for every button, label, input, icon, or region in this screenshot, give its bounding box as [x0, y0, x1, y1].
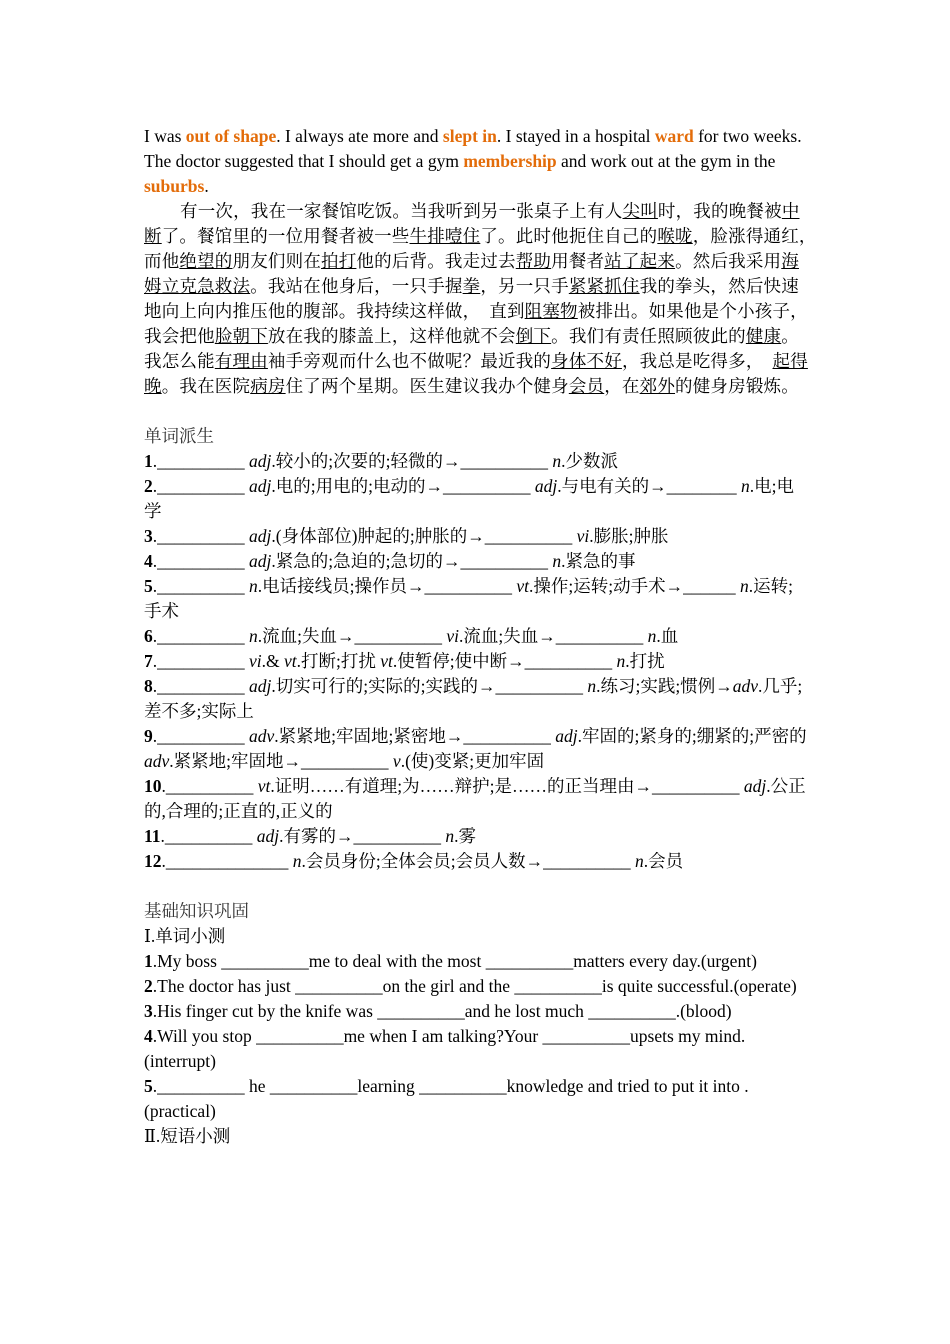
item-number: 7 — [144, 651, 153, 671]
part-of-speech: n — [249, 626, 258, 646]
item-text: .__________ — [152, 651, 249, 671]
highlight-suburbs: suburbs — [144, 176, 205, 196]
item-text: .切实可行的;实际的;实践的→__________ — [271, 676, 588, 696]
highlight-slept-in: slept in — [442, 126, 497, 146]
item-text: .__________ — [152, 526, 249, 546]
underlined-phrase: 健康 — [745, 326, 782, 346]
derivation-item — [144, 824, 808, 849]
item-number: 3 — [144, 1001, 153, 1021]
part-of-speech: adv — [144, 751, 170, 771]
part-of-speech: adj — [256, 826, 280, 846]
item-number: 10 — [144, 776, 162, 796]
underlined-phrase: 海姆立克急救法 — [144, 251, 799, 296]
underlined-phrase: 郊外 — [639, 376, 676, 396]
item-text: .__________ — [160, 826, 257, 846]
translation-text: 放在我的膝盖上，这样他就不会 — [267, 326, 516, 346]
derivation-item — [144, 474, 808, 524]
part-of-speech: adj — [249, 676, 272, 696]
item-text: .血 — [656, 626, 679, 646]
word-quiz-list — [144, 949, 808, 1124]
translation-text: ，另一只手 — [480, 276, 569, 296]
part-of-speech: adj — [249, 476, 272, 496]
item-text: .(使)变紧;更加牢固 — [400, 751, 545, 771]
part-of-speech: vt — [516, 576, 530, 596]
item-text: .使暂停;使中断→__________ — [392, 651, 617, 671]
part-of-speech: n — [249, 576, 258, 596]
translation-text: 住了两个星期。医生建议我办个健身 — [285, 376, 569, 396]
part-of-speech: adj — [249, 526, 272, 546]
item-text: .几乎;差不多;实际上 — [144, 676, 803, 721]
derivation-item — [144, 449, 808, 474]
en-text-5: and work out at the gym in the — [556, 151, 776, 171]
item-number: 11 — [144, 826, 161, 846]
part-of-speech: n — [616, 651, 626, 671]
worksheet-page — [144, 124, 844, 1149]
item-text: .牢固的;紧身的;绷紧的;严密的 — [577, 726, 807, 746]
translation-text: 了。此时他扼住自己的 — [480, 226, 658, 246]
item-text: .流血;失血→__________ — [459, 626, 648, 646]
underlined-phrase: 倒下 — [515, 326, 552, 346]
highlight-out-of-shape: out of shape — [185, 126, 277, 146]
part-of-speech: v — [392, 751, 401, 771]
translation-text: ，脸涨得通红， 而他 — [144, 226, 844, 271]
translation-text: 。我在医院 — [161, 376, 251, 396]
part-of-speech: vt — [284, 651, 297, 671]
spacer — [144, 399, 808, 424]
part2-heading: Ⅱ.短语小测 — [144, 1126, 231, 1146]
underlined-phrase: 脸朝下 — [214, 326, 268, 346]
item-text: .膨胀;肿胀 — [589, 526, 669, 546]
item-text: .__________ — [152, 576, 249, 596]
translation-text: 我的拳头，然后快速地向上向内推压他的腹部。我持续这样做， 直到 — [144, 276, 799, 321]
underlined-phrase: 紧紧抓住 — [568, 276, 640, 296]
item-text: .会员身份;全体会员;会员人数→__________ — [301, 851, 635, 871]
part-of-speech: adj — [249, 451, 272, 471]
item-text: .会员 — [643, 851, 684, 871]
item-text: .__________ — [152, 726, 249, 746]
translation-text: 有一次，我在一家餐馆吃饭。当我听到另一张桌子上有人 — [180, 201, 623, 221]
item-number: 8 — [144, 676, 153, 696]
item-number: 1 — [144, 451, 153, 471]
translation-text: 的健身房锻炼。 — [675, 376, 799, 396]
part-of-speech: adj — [555, 726, 578, 746]
en-text-3: . I stayed in a hospital — [496, 126, 655, 146]
part-of-speech: adv — [249, 726, 275, 746]
item-number: 2 — [144, 976, 153, 996]
en-text-6: . — [204, 176, 209, 196]
item-text: .His finger cut by the knife was __________and he lost much __________.(blood) — [152, 1001, 732, 1021]
item-text: .& — [261, 651, 285, 671]
basics-section-title: 基础知识巩固 — [144, 901, 249, 921]
item-text: .__________ — [152, 626, 249, 646]
item-text: .证明……有道理;为……辩护;是……的正当理由→__________ — [270, 776, 744, 796]
item-number: 5 — [144, 1076, 153, 1096]
item-text: .与电有关的→________ — [557, 476, 741, 496]
translation-text: 朋友们则在 — [232, 251, 322, 271]
translation-text: 被排出。如果他是个小孩子，我会把他 — [144, 301, 808, 346]
underlined-phrase: 拍打 — [321, 251, 357, 271]
item-text: .(身体部位)肿起的;肿胀的→__________ — [271, 526, 577, 546]
item-number: 9 — [144, 726, 153, 746]
part-of-speech: vi — [446, 626, 460, 646]
quiz-item — [144, 974, 808, 999]
item-text: .Will you stop __________me when I am talking?Your __________upsets my mind.(interrupt) — [144, 1026, 746, 1071]
part-of-speech: n — [634, 851, 644, 871]
translation-text: 袖手旁观而什么也不做呢？最近我的 — [267, 351, 552, 371]
en-text-1: I was — [144, 126, 186, 146]
translation-text: 。我们有责任照顾彼此的 — [551, 326, 746, 346]
underlined-phrase: 帮助 — [515, 251, 552, 271]
translation-text: 。我站在他身后，一只手握 — [250, 276, 463, 296]
underlined-phrase: 中断 — [144, 201, 800, 246]
derivation-item — [144, 724, 808, 774]
quiz-item — [144, 1074, 808, 1124]
item-text: .__________ he __________learning __________knowledge and tried to put it into .(practical) — [144, 1076, 749, 1121]
underlined-phrase: 身体不好 — [551, 351, 622, 371]
item-text: .雾 — [454, 826, 477, 846]
part-of-speech: n — [740, 576, 749, 596]
item-number: 4 — [144, 1026, 153, 1046]
underlined-phrase: 喉咙 — [657, 226, 693, 246]
underlined-phrase: 会员 — [568, 376, 605, 396]
item-text: .__________ — [152, 451, 249, 471]
translation-text: 。我怎么能 — [144, 326, 799, 371]
item-text: .少数派 — [561, 451, 618, 471]
underlined-phrase: 拳 — [462, 276, 481, 296]
item-text: .较小的;次要的;轻微的→__________ — [271, 451, 553, 471]
item-text: .The doctor has just __________on the girl and the __________is quite successful.(operate) — [152, 976, 797, 996]
derivation-item — [144, 649, 808, 674]
english-paragraph — [144, 124, 808, 199]
item-number: 2 — [144, 476, 153, 496]
derivation-item — [144, 524, 808, 549]
item-text: .流血;失血→__________ — [257, 626, 447, 646]
translation-text: ，我总是吃得多， — [621, 351, 773, 371]
item-number: 4 — [144, 551, 153, 571]
item-text: .紧急的;急迫的;急切的→__________ — [271, 551, 553, 571]
part-of-speech: n — [552, 551, 562, 571]
part-of-speech: adj — [249, 551, 272, 571]
part-of-speech: n — [552, 451, 562, 471]
item-text: .运转;手术 — [144, 576, 793, 621]
item-text: .My boss __________me to deal with the most __________matters every day.(urgent) — [152, 951, 757, 971]
item-text: .打扰 — [625, 651, 665, 671]
derivation-item — [144, 549, 808, 574]
underlined-phrase: 站了起来 — [604, 251, 676, 271]
part-of-speech: vt — [380, 651, 393, 671]
item-text: .电的;用电的;电动的→__________ — [271, 476, 535, 496]
part-of-speech: vi — [249, 651, 262, 671]
translation-text: 用餐者 — [551, 251, 605, 271]
part-of-speech: n — [292, 851, 302, 871]
part-of-speech: vi — [576, 526, 590, 546]
part-of-speech: adj — [743, 776, 767, 796]
part-of-speech: n — [445, 826, 455, 846]
item-text: .有雾的→__________ — [279, 826, 446, 846]
item-number: 5 — [144, 576, 153, 596]
quiz-item — [144, 1024, 808, 1074]
highlight-ward: ward — [654, 126, 694, 146]
derivation-item — [144, 574, 808, 624]
derivation-item — [144, 624, 808, 649]
underlined-phrase: 病房 — [250, 376, 286, 396]
item-text: .电;电学 — [144, 476, 794, 521]
item-number: 3 — [144, 526, 153, 546]
en-text-4: for two weeks. The doctor suggested that I should get a gym — [144, 126, 802, 171]
highlight-membership: membership — [463, 151, 557, 171]
underlined-phrase: 尖叫 — [622, 201, 658, 221]
item-text: .操作;运转;动手术→______ — [529, 576, 740, 596]
part1-heading: Ⅰ.单词小测 — [144, 926, 226, 946]
item-text: .紧急的事 — [561, 551, 636, 571]
item-text: .紧紧地;牢固地;紧密地→__________ — [274, 726, 556, 746]
underlined-phrase: 绝望的 — [179, 251, 233, 271]
item-text: .电话接线员;操作员→__________ — [257, 576, 517, 596]
part-of-speech: n — [587, 676, 597, 696]
item-text: .练习;实践;惯例→ — [596, 676, 733, 696]
part-of-speech: n — [740, 476, 750, 496]
derivation-list — [144, 449, 808, 874]
derivation-item — [144, 674, 808, 724]
item-text: .__________ — [152, 676, 249, 696]
part-of-speech: adv — [732, 676, 758, 696]
chinese-translation-paragraph — [144, 199, 844, 399]
item-text: .______________ — [161, 851, 293, 871]
translation-text: ，在 — [604, 376, 640, 396]
spacer — [144, 874, 808, 899]
underlined-phrase: 有理由 — [214, 351, 268, 371]
item-text: .__________ — [161, 776, 258, 796]
item-number: 6 — [144, 626, 153, 646]
derivation-item — [144, 849, 808, 874]
translation-text: 了。餐馆里的一位用餐者被一些 — [161, 226, 410, 246]
item-number: 1 — [144, 951, 153, 971]
translation-text: 时，我的晚餐被 — [657, 201, 782, 221]
underlined-phrase: 起得晚 — [144, 351, 808, 396]
item-text: .__________ — [152, 476, 249, 496]
underlined-phrase: 牛排噎住 — [409, 226, 481, 246]
quiz-item — [144, 949, 808, 974]
part-of-speech: vt — [257, 776, 271, 796]
quiz-item — [144, 999, 808, 1024]
item-number: 12 — [144, 851, 162, 871]
part-of-speech: adj — [534, 476, 558, 496]
item-text: .公正的,合理的;正直的,正义的 — [144, 776, 806, 821]
translation-text: 。然后我采用 — [675, 251, 782, 271]
item-text: .紧紧地;牢固地→__________ — [169, 751, 393, 771]
underlined-phrase: 阻塞物 — [524, 301, 578, 321]
part-of-speech: n — [647, 626, 657, 646]
item-text: .打断;打扰 — [296, 651, 381, 671]
translation-text: 他的后背。我走过去 — [356, 251, 516, 271]
en-text-2: . I always ate more and — [276, 126, 443, 146]
item-text: .__________ — [152, 551, 249, 571]
derivation-section-title: 单词派生 — [144, 426, 214, 446]
derivation-item — [144, 774, 808, 824]
